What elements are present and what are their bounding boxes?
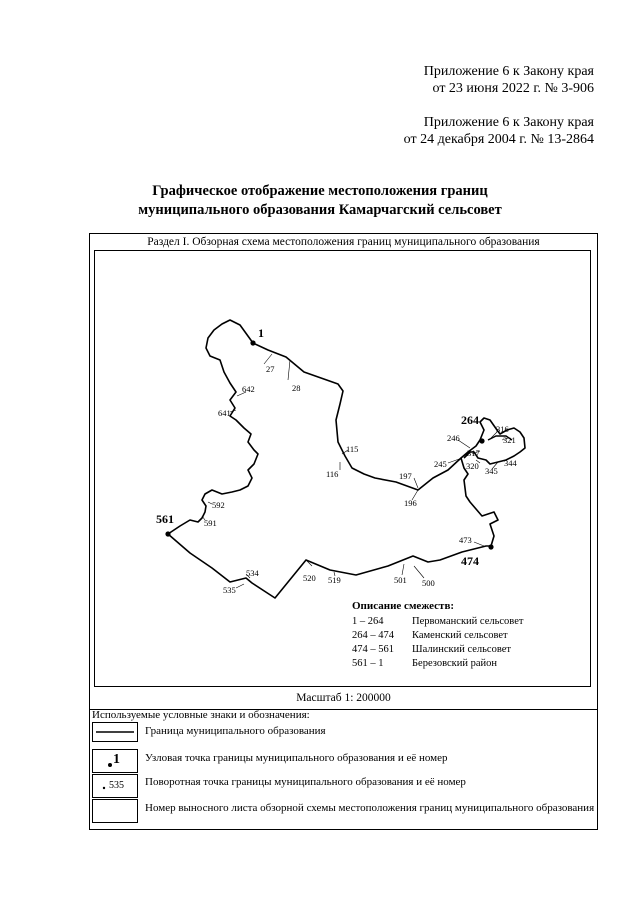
- turn-point-label: 345: [485, 466, 498, 476]
- leader-line: [414, 478, 418, 488]
- turn-point-label: 500: [422, 578, 435, 588]
- turn-point-label: 245: [434, 459, 447, 469]
- node-point-dot: [488, 544, 493, 549]
- legend-turn-number: 535: [109, 780, 124, 791]
- leader-line: [414, 566, 424, 578]
- node-point-dot: [250, 340, 255, 345]
- node-label: 474: [461, 554, 479, 568]
- adjacency-name: Березовский район: [412, 658, 497, 669]
- legend-text: Узловая точка границы муниципального образования и её номер: [145, 752, 448, 764]
- legend-symbol-node: [92, 749, 138, 773]
- legend-text: Поворотная точка границы муниципального образования и её номер: [145, 776, 466, 788]
- boundary-line: [168, 320, 498, 598]
- turn-point-label: 344: [504, 458, 517, 468]
- turn-point-label: 520: [303, 573, 316, 583]
- appendix-date-line: от 23 июня 2022 г. № 3-906: [432, 81, 594, 96]
- appendix-line: Приложение 6 к Закону края: [423, 64, 594, 79]
- adjacency-range: 561 – 1: [352, 658, 384, 669]
- map-scale: Масштаб 1: 200000: [296, 692, 391, 704]
- turn-point-label: 321: [503, 435, 516, 445]
- legend-text: Номер выносного листа обзорной схемы местоположения границ муниципального образования: [145, 802, 595, 814]
- turn-point-label: 28: [292, 383, 301, 393]
- legend-symbol-turn: [92, 774, 138, 798]
- adjacency-name: Каменский сельсовет: [412, 630, 508, 641]
- turn-point-label: 197: [399, 471, 412, 481]
- turn-point-label: 642: [242, 384, 255, 394]
- turn-point-label: 473: [459, 535, 472, 545]
- turn-point-label: 246: [447, 433, 460, 443]
- adjacency-name: Шалинский сельсовет: [412, 644, 511, 655]
- legend-node-number: 1: [113, 752, 120, 767]
- leader-line: [402, 564, 404, 575]
- node-point-dot: [165, 531, 170, 536]
- node-point-dot: [479, 438, 484, 443]
- title-line-1: Графическое отображение местоположения границ: [152, 183, 488, 199]
- title-line-2: муниципального образования Камарчагский сельсовет: [138, 202, 502, 218]
- adjacency-range: 264 – 474: [352, 630, 394, 641]
- legend-text: Граница муниципального образования: [145, 725, 326, 737]
- node-label: 264: [461, 413, 479, 427]
- leader-line: [474, 542, 484, 546]
- turn-point-label: 591: [204, 518, 217, 528]
- leader-line: [288, 360, 290, 380]
- appendix-date-line: от 24 декабря 2004 г. № 13-2864: [403, 132, 594, 147]
- turn-point-label: 501: [394, 575, 407, 585]
- legend-symbol-sheet: [92, 799, 138, 823]
- turn-point-label: 592: [212, 500, 225, 510]
- leader-line: [264, 354, 272, 364]
- turn-point-label: 320: [466, 461, 479, 471]
- section-title: Раздел I. Обзорная схема местоположения границ муниципального образования: [147, 236, 540, 248]
- leader-line: [458, 440, 470, 448]
- leader-line: [236, 584, 244, 588]
- turn-point-label: 196: [404, 498, 417, 508]
- turn-point-label: 316: [496, 424, 509, 434]
- appendix-line: Приложение 6 к Закону края: [423, 115, 594, 130]
- legend-symbol-boundary: [92, 722, 138, 742]
- leader-line: [448, 458, 462, 463]
- adjacency-range: 474 – 561: [352, 644, 394, 655]
- turn-point-label: 534: [246, 568, 259, 578]
- node-label: 561: [156, 512, 174, 526]
- turn-point-label: 115: [346, 444, 359, 454]
- turn-point-label: 116: [326, 469, 339, 479]
- node-label: 1: [258, 326, 264, 340]
- turn-point-label: 27: [266, 364, 275, 374]
- turn-point-label: 519: [328, 575, 341, 585]
- adjacency-title: Описание смежеств:: [352, 600, 455, 612]
- adjacency-name: Первоманский сельсовет: [412, 616, 524, 627]
- adjacency-range: 1 – 264: [352, 616, 384, 627]
- turn-point-label: 535: [223, 585, 236, 595]
- turn-point-label: 317: [467, 448, 480, 458]
- turn-point-label: 641: [218, 408, 231, 418]
- legend-title: Используемые условные знаки и обозначения:: [92, 709, 310, 721]
